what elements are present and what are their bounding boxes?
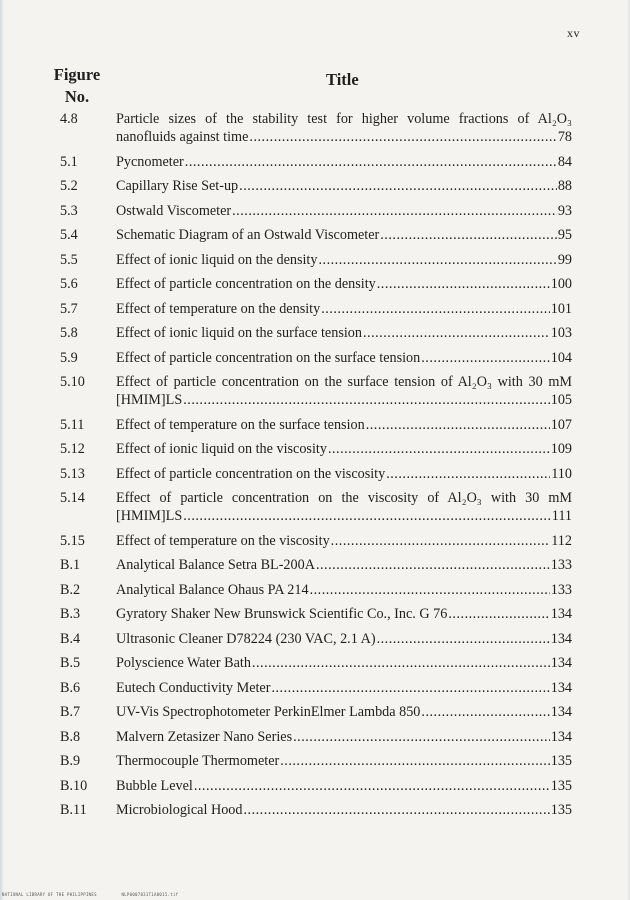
figure-title-line: [116, 275, 572, 293]
list-item: [0, 654, 630, 672]
list-item: [0, 349, 630, 367]
figure-number: 5.1: [60, 153, 78, 170]
figure-title: Effect of particle concentration on the surface tension: [116, 349, 421, 366]
page-ref: 84: [557, 153, 572, 170]
dot-leader: [243, 801, 549, 819]
figure-title-line: [116, 153, 572, 171]
figure-entry-body: [116, 324, 572, 342]
page-ref: 107: [550, 416, 572, 433]
figure-number: 5.2: [60, 178, 78, 194]
scan-footer: [2, 892, 200, 897]
figure-entry-body: [116, 349, 572, 367]
figure-title: Schematic Diagram of an Ostwald Viscometer: [116, 227, 380, 243]
figure-number: 5.3: [60, 202, 78, 219]
figure-entry-body: [116, 679, 572, 697]
figure-title-line: [116, 654, 572, 672]
page-ref: 104: [550, 349, 572, 366]
dot-leader: [310, 581, 550, 599]
list-item: [0, 226, 630, 244]
figure-title: Effect of temperature on the viscosity: [116, 532, 330, 549]
figure-entry-body: [116, 752, 572, 770]
list-item: [0, 777, 630, 795]
figure-title-line1: Particle sizes of the stability test for higher volume fractions of Al₂O₃: [116, 111, 572, 127]
figure-title-line: [116, 465, 572, 483]
page-ref: 111: [551, 508, 572, 524]
figure-number: 5.12: [60, 441, 85, 457]
figure-entry-body: [116, 556, 572, 574]
figure-title: [HMIM]LS: [116, 508, 183, 524]
figure-number: B.2: [60, 581, 81, 598]
figure-number: B.4: [60, 630, 81, 647]
list-item: [0, 177, 630, 195]
figure-number: 5.4: [60, 227, 78, 243]
dot-leader: [185, 153, 557, 171]
figure-entry-body: [116, 202, 572, 220]
figure-title: Effect of temperature on the density: [116, 300, 321, 317]
figure-number: B.1: [60, 557, 81, 573]
figure-number: 5.8: [60, 325, 78, 341]
page-ref: 100: [550, 276, 572, 292]
page-ref: 134: [550, 630, 572, 647]
dot-leader: [321, 300, 550, 318]
figure-title: Analytical Balance Ohaus PA 214: [116, 581, 309, 598]
page-ref: 99: [557, 251, 572, 268]
dot-leader: [386, 465, 550, 483]
figure-entry-body: [116, 275, 572, 293]
figure-title-line1: Effect of particle concentration on the viscosity of Al₂O₃ with 30 mM: [116, 490, 572, 506]
figure-entry-body: [116, 630, 572, 648]
figure-title-line: [116, 391, 572, 409]
page-ref: 135: [550, 753, 572, 769]
dot-leader: [331, 532, 551, 550]
figure-number: B.3: [60, 606, 81, 622]
figure-entry-body: [116, 226, 572, 244]
dot-leader: [363, 324, 550, 342]
list-item: [0, 300, 630, 318]
list-item: [0, 489, 630, 525]
dot-leader: [421, 349, 549, 367]
list-item: [0, 532, 630, 550]
figure-number: 5.15: [60, 532, 85, 549]
figure-entry-body: [116, 251, 572, 269]
figure-number: B.6: [60, 679, 81, 696]
figure-title: Thermocouple Thermometer: [116, 753, 280, 769]
page-ref: 135: [550, 802, 572, 818]
figure-title: Pycnometer: [116, 153, 184, 170]
figure-entry-body: [116, 703, 572, 721]
figure-title-line: [116, 679, 572, 697]
page-ref: 134: [550, 655, 572, 671]
list-item: [0, 581, 630, 599]
dot-leader: [318, 251, 556, 269]
list-item: [0, 703, 630, 721]
footer-library: NATIONAL LIBRARY OF THE PHILIPPINES: [2, 892, 97, 897]
figure-title-line: [116, 300, 572, 318]
figure-title: Capillary Rise Set-up: [116, 178, 239, 194]
dot-leader: [377, 275, 550, 293]
dot-leader: [252, 654, 550, 672]
figure-title: Eutech Conductivity Meter: [116, 679, 271, 696]
figure-entry-body: [116, 532, 572, 550]
list-item: [0, 465, 630, 483]
figure-title-line: [116, 801, 572, 819]
list-item: [0, 324, 630, 342]
page-ref: 133: [550, 581, 572, 598]
figure-number: B.9: [60, 753, 81, 769]
figure-entry-body: [116, 177, 572, 195]
figure-title-line: [116, 251, 572, 269]
figure-title: Malvern Zetasizer Nano Series: [116, 728, 293, 745]
figure-entry-body: [116, 110, 572, 146]
figure-number: 5.5: [60, 251, 78, 268]
figure-title: Analytical Balance Setra BL-200A: [116, 557, 315, 573]
figure-entry-body: [116, 300, 572, 318]
figure-title-line: [116, 226, 572, 244]
page-ref: 103: [550, 325, 572, 341]
list-item: [0, 801, 630, 819]
figure-title: Ostwald Viscometer: [116, 202, 232, 219]
figure-entry-body: [116, 728, 572, 746]
list-item: [0, 275, 630, 293]
page-ref: 112: [551, 532, 572, 549]
list-item: [0, 202, 630, 220]
figure-title: Effect of particle concentration on the density: [116, 276, 376, 292]
dot-leader: [316, 556, 550, 574]
dot-leader: [271, 679, 549, 697]
figure-title: Polyscience Water Bath: [116, 655, 251, 671]
figure-entry-body: [116, 153, 572, 171]
figure-number: B.11: [60, 802, 87, 818]
page-ref: 110: [551, 465, 572, 482]
list-of-figures: [0, 110, 630, 826]
figure-title: Effect of temperature on the surface tension: [116, 416, 365, 433]
figure-title: Ultrasonic Cleaner D78224 (230 VAC, 2.1 A): [116, 630, 376, 647]
dot-leader: [249, 128, 556, 146]
dot-leader: [232, 202, 557, 220]
figure-entry-body: [116, 777, 572, 795]
figure-header-line2: No.: [64, 87, 90, 106]
figure-title-line: [116, 440, 572, 458]
list-item: [0, 153, 630, 171]
figure-entry-body: [116, 654, 572, 672]
figure-number: 4.8: [60, 111, 78, 127]
figure-number: B.8: [60, 728, 81, 745]
figure-title: nanofluids against time: [116, 129, 249, 145]
page-ref: 78: [557, 129, 572, 145]
page-ref: 135: [550, 777, 572, 794]
figure-title: UV-Vis Spectrophotometer PerkinElmer Lambda 850: [116, 704, 421, 720]
figure-entry-body: [116, 489, 572, 525]
figure-title-line: [116, 507, 572, 525]
page-ref: 134: [550, 606, 572, 622]
figure-title-line: [116, 630, 572, 648]
page-ref: 88: [557, 178, 572, 194]
figure-entry-body: [116, 801, 572, 819]
list-item: [0, 373, 630, 409]
figure-title-line: [116, 349, 572, 367]
figure-title: Effect of ionic liquid on the surface tension: [116, 325, 362, 341]
figure-entry-body: [116, 605, 572, 623]
list-item: [0, 110, 630, 146]
dot-leader: [448, 605, 549, 623]
page-number: xv: [567, 26, 580, 40]
figure-no-header: [53, 64, 101, 108]
figure-entry-body: [116, 416, 572, 434]
figure-title: Gyratory Shaker New Brunswick Scientific Co., Inc. G 76: [116, 606, 448, 622]
figure-entry-body: [116, 465, 572, 483]
list-item: [0, 605, 630, 623]
dot-leader: [380, 226, 557, 244]
dot-leader: [280, 752, 549, 770]
dot-leader: [366, 416, 550, 434]
figure-title-line: [116, 202, 572, 220]
figure-title-line1: Effect of particle concentration on the surface tension of Al₂O₃ with 30 mM: [116, 374, 572, 390]
dot-leader: [377, 630, 550, 648]
figure-title-line: [116, 605, 572, 623]
figure-title-line: [116, 777, 572, 795]
page-ref: 93: [557, 202, 572, 219]
dot-leader: [328, 440, 550, 458]
figure-number: 5.11: [60, 416, 85, 433]
figure-number: B.5: [60, 655, 81, 671]
figure-title: Effect of ionic liquid on the density: [116, 251, 318, 268]
figure-entry-body: [116, 373, 572, 409]
page-ref: 95: [557, 227, 572, 243]
figure-title: [HMIM]LS: [116, 392, 183, 408]
page-ref: 134: [550, 704, 572, 720]
figure-title: Microbiological Hood: [116, 802, 243, 818]
page-ref: 101: [550, 300, 572, 317]
figure-title: Effect of ionic liquid on the viscosity: [116, 441, 327, 457]
figure-title-line: [116, 752, 572, 770]
figure-title-line: [116, 128, 572, 146]
list-item: [0, 556, 630, 574]
dot-leader: [293, 728, 550, 746]
list-item: [0, 679, 630, 697]
list-item: [0, 728, 630, 746]
figure-title-line: [116, 177, 572, 195]
page-ref: 109: [550, 441, 572, 457]
list-item: [0, 416, 630, 434]
list-item: [0, 251, 630, 269]
figure-title-line: [116, 728, 572, 746]
figure-title-line: [116, 703, 572, 721]
figure-number: 5.13: [60, 465, 85, 482]
figure-number: B.7: [60, 704, 81, 720]
page-ref: 134: [550, 728, 572, 745]
figure-title: Bubble Level: [116, 777, 193, 794]
figure-title: Effect of particle concentration on the viscosity: [116, 465, 386, 482]
figure-title-line: [116, 416, 572, 434]
figure-number: 5.9: [60, 349, 78, 366]
dot-leader: [239, 177, 557, 195]
page-ref: 133: [550, 557, 572, 573]
dot-leader: [194, 777, 550, 795]
figure-title-line: [116, 581, 572, 599]
title-header: Title: [326, 70, 359, 89]
figure-number: 5.14: [60, 490, 85, 506]
page-ref: 134: [550, 679, 572, 696]
figure-entry-body: [116, 440, 572, 458]
figure-title-line: [116, 532, 572, 550]
page-ref: 105: [550, 392, 572, 408]
figure-number: 5.7: [60, 300, 78, 317]
dot-leader: [183, 391, 550, 409]
figure-header-line1: Figure: [53, 65, 101, 84]
figure-entry-body: [116, 581, 572, 599]
figure-title-line: [116, 556, 572, 574]
list-item: [0, 752, 630, 770]
footer-file-id: NLP0007831T1A0015.tif: [121, 892, 179, 897]
figure-number: 5.10: [60, 374, 85, 390]
list-item: [0, 440, 630, 458]
figure-title-line: [116, 324, 572, 342]
figure-number: B.10: [60, 777, 88, 794]
list-item: [0, 630, 630, 648]
dot-leader: [421, 703, 549, 721]
figure-number: 5.6: [60, 276, 78, 292]
dot-leader: [183, 507, 551, 525]
